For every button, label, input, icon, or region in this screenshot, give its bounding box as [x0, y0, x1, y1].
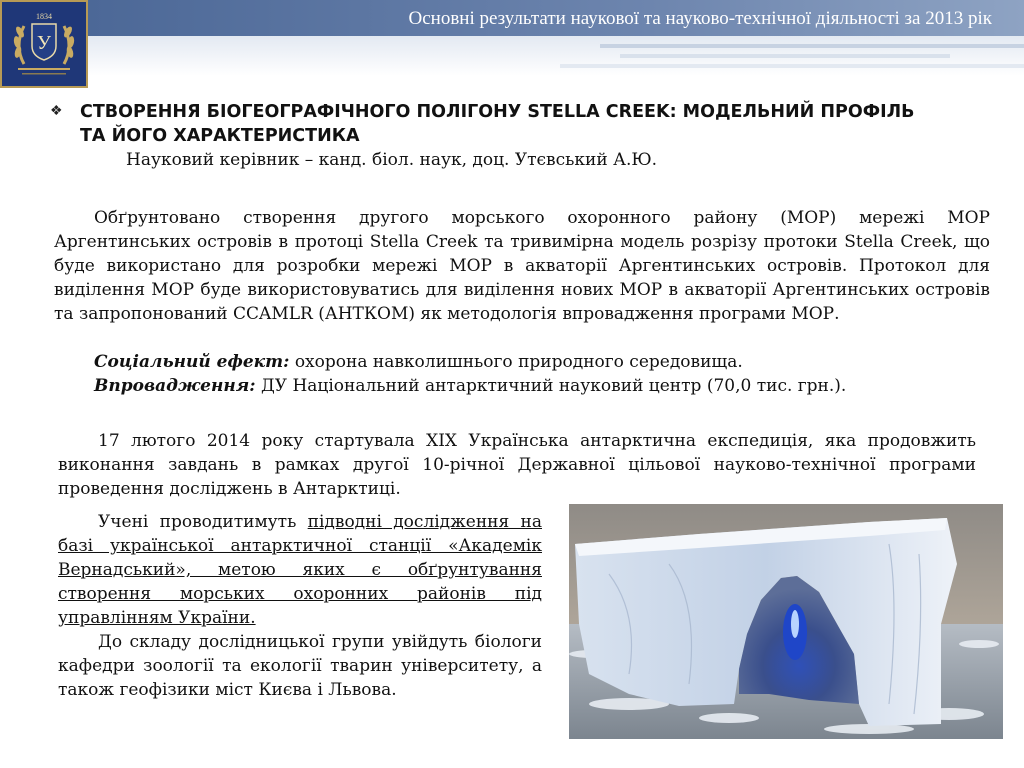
header	[0, 0, 1024, 88]
implementation	[94, 374, 846, 398]
logo-letter: У	[36, 32, 52, 54]
social-effect-text: охорона навколишнього природного середовища.	[289, 352, 743, 372]
research-text: Учені проводитимуть	[98, 512, 308, 532]
header-stripe	[620, 54, 950, 58]
header-title: Основні результати наукової та науково-технічної діяльності за 2013 рік	[408, 8, 992, 29]
diamond-bullet-icon: ❖	[50, 103, 63, 119]
supervisor: Науковий керівник – канд. біол. наук, доц. Утєвський А.Ю.	[126, 150, 658, 170]
social-effect-label: Соціальний ефект:	[94, 352, 290, 372]
paragraph-research	[58, 510, 542, 630]
section-title: СТВОРЕННЯ БІОГЕОГРАФІЧНОГО ПОЛІГОНУ STELLA CREEK: МОДЕЛЬНИЙ ПРОФІЛЬ ТА ЙОГО ХАРАКТЕРИСТИКА	[80, 102, 915, 146]
iceberg-arch-photo	[569, 504, 1003, 739]
paragraph-expedition: 17 лютого 2014 року стартувала XIX Українська антарктична експедиція, яка продовжить виконання завдань в рамках другої 10-річної Державної цільової науково-технічної програми проведення досліджень в Антарктиці.	[58, 431, 976, 499]
paragraph-results: Обґрунтовано створення другого морського охоронного району (МОР) мережі МОР Аргентинських островів в протоці Stella Creek та тривимірна модель розрізу протоки Stella Creek, що буде використано для розробки мережі МОР в акваторії Аргентинських островів. Протокол для виділення МОР буде використовуватись для виділення нових МОР в акваторії Аргентинських островів та запропонований CCAMLR (АНТКОМ) як методологія впровадження програми МОР.	[54, 208, 990, 324]
implementation-text: ДУ Національний антарктичний науковий центр (70,0 тис. грн.).	[255, 376, 847, 396]
header-bar	[88, 0, 1024, 36]
implementation-label: Впровадження:	[94, 376, 256, 396]
header-stripe	[600, 44, 1024, 48]
university-crest-icon	[0, 0, 88, 88]
logo-year: 1834	[36, 12, 52, 21]
header-stripe	[560, 64, 1024, 68]
research-underlined: підводні дослідження на базі української антарктичної станції «Академік Вернадський», метою яких є обґрунтування створення морських охоронних районів під управлінням України.	[58, 512, 542, 628]
paragraph-team: До складу дослідницької групи увійдуть біологи кафедри зоології та екології тварин університету, а також геофізики міст Києва і Львова.	[58, 632, 542, 700]
social-effect	[94, 350, 743, 374]
